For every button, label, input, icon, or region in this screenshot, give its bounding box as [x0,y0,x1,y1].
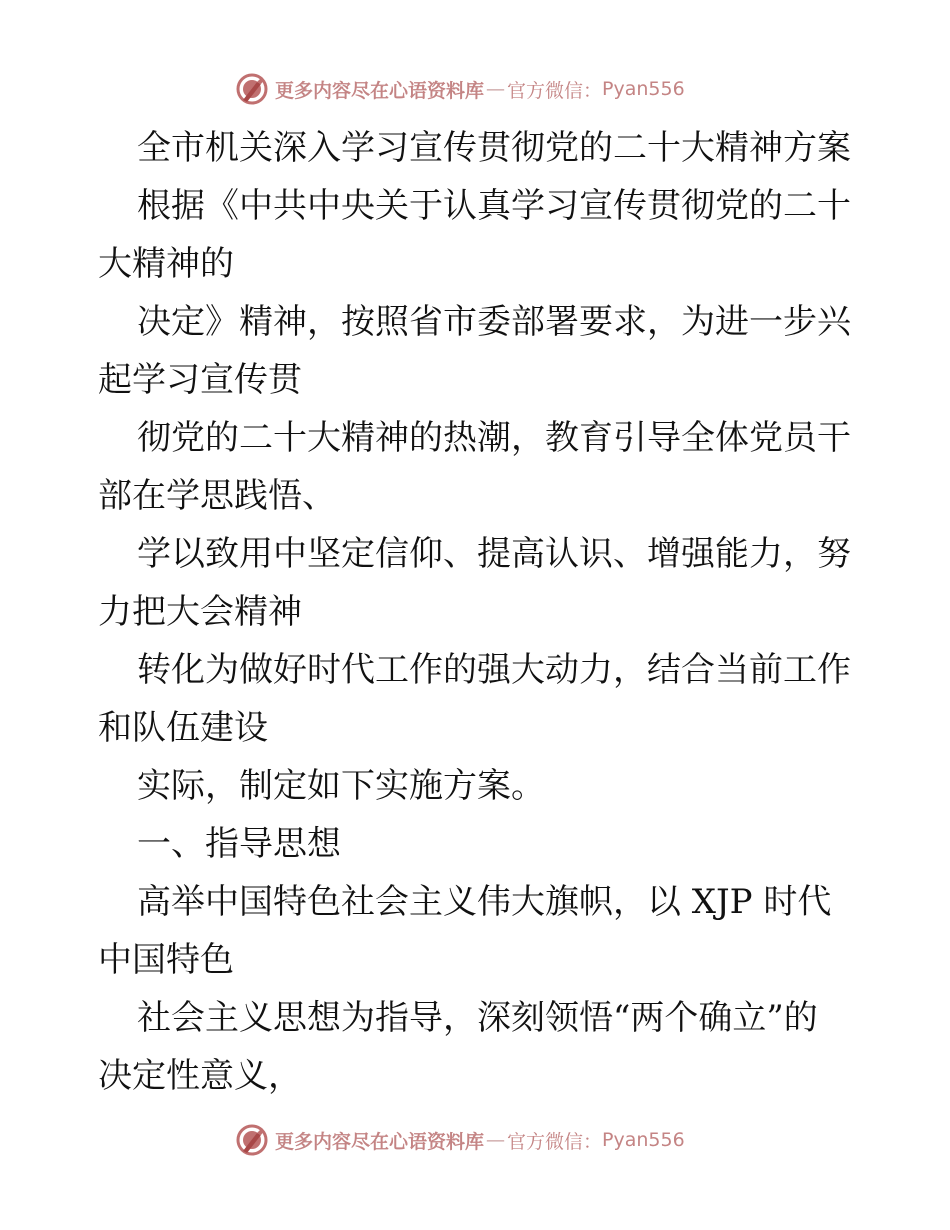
banner-text: 更多内容尽在心语资料库 [275,79,485,102]
banner-wechat-label: 官方微信： [507,79,603,102]
paragraph-line: 实际，制定如下实施方案。 [137,766,545,806]
paragraph-line: 部在学思践悟、 [98,476,336,516]
paragraph-line: 彻党的二十大精神的热潮，教育引导全体党员干 [137,418,851,458]
paragraph-line: 力把大会精神 [98,592,302,632]
footer-banner [235,1123,685,1157]
paragraph-line: 学以致用中坚定信仰、提高认识、增强能力，努 [137,534,851,574]
section-heading: 一、指导思想 [137,824,341,864]
paragraph-line: 根据《中共中央关于认真学习宣传贯彻党的二十 [137,186,851,226]
document-title: 全市机关深入学习宣传贯彻党的二十大精神方案 [137,128,851,168]
paragraph-line: 大精神的 [98,244,234,284]
paragraph-line: 中国特色 [98,940,234,980]
paragraph-line: 决定性意义， [98,1056,302,1096]
pen-logo-icon [235,1123,269,1157]
banner-text: 更多内容尽在心语资料库 [275,1130,485,1153]
banner-separator: — [486,1129,506,1151]
paragraph-line: 社会主义思想为指导，深刻领悟“两个确立”的 [137,998,818,1038]
banner-wechat-id: Pyan556 [602,78,685,100]
paragraph-line: 起学习宣传贯 [98,360,302,400]
banner-separator: — [486,78,506,100]
paragraph-line: 高举中国特色社会主义伟大旗帜，以 XJP 时代 [137,882,832,922]
paragraph-line: 决定》精神，按照省市委部署要求，为进一步兴 [137,302,851,342]
paragraph-line: 转化为做好时代工作的强大动力，结合当前工作 [137,650,851,690]
banner-wechat-id: Pyan556 [602,1129,685,1151]
pen-logo-icon [235,72,269,106]
header-banner [235,72,685,106]
paragraph-line: 和队伍建设 [98,708,268,748]
banner-wechat-label: 官方微信： [507,1130,603,1153]
